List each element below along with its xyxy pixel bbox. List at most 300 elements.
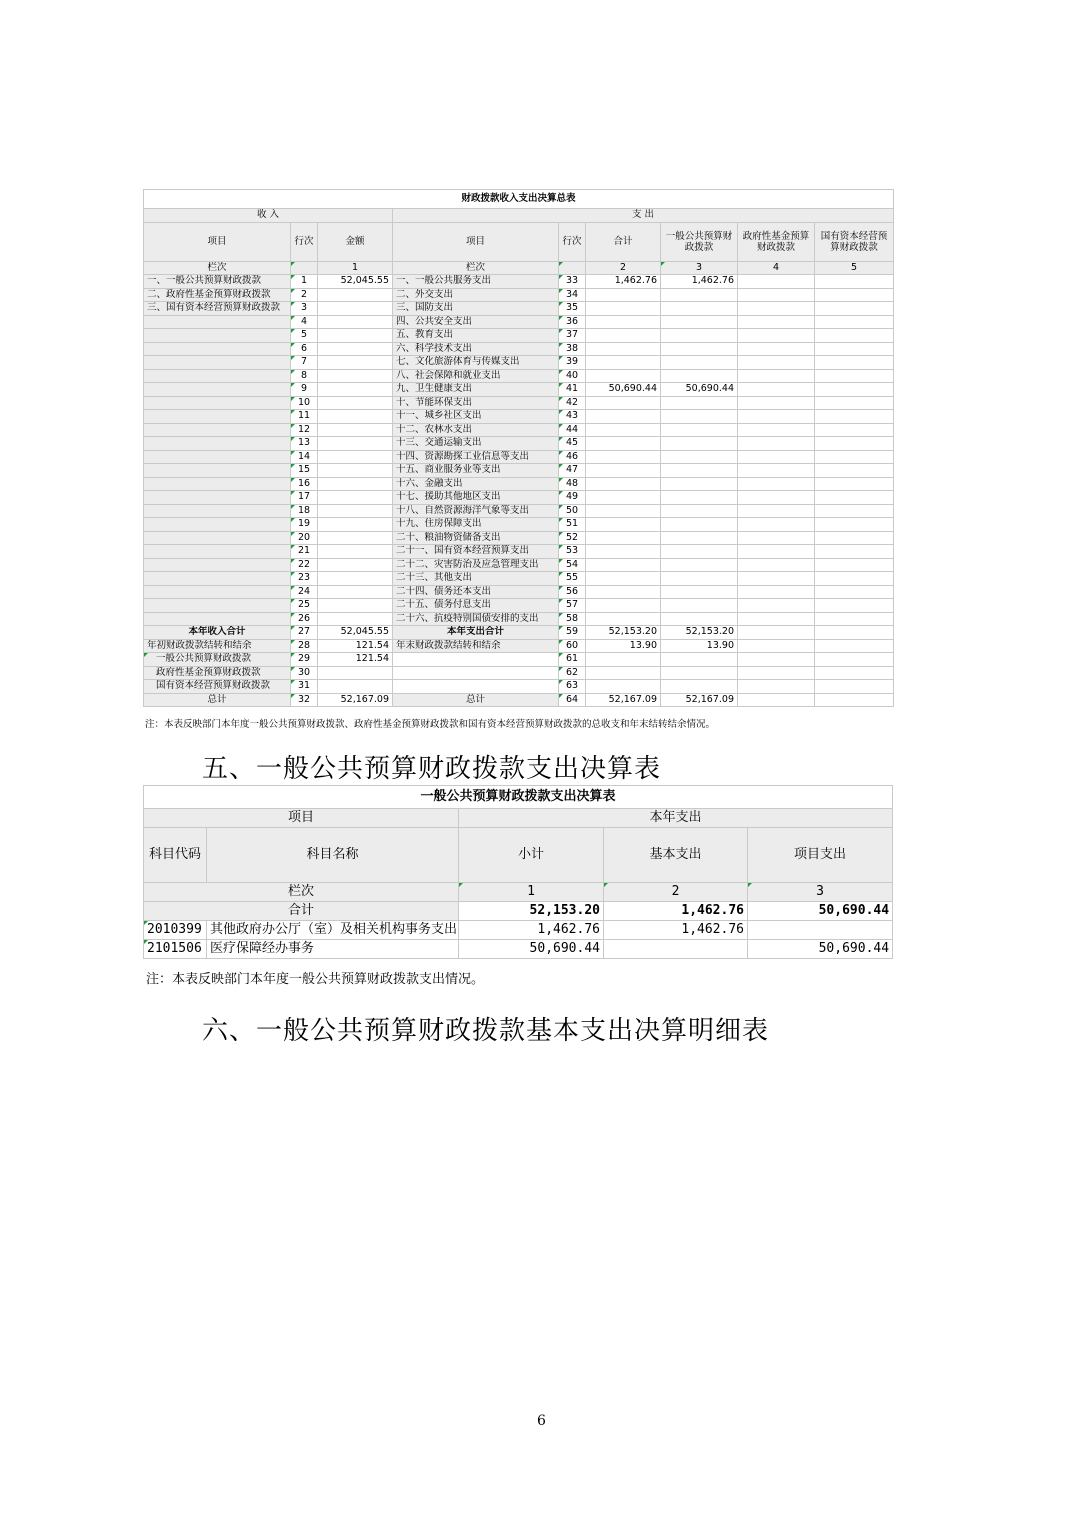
expense-general: 50,690.44 (661, 383, 738, 397)
expense-state (815, 383, 894, 397)
expense-total (586, 599, 661, 613)
expense-state (815, 437, 894, 451)
row-no: 36 (559, 315, 586, 329)
table-row (144, 491, 894, 505)
expense-general (661, 491, 738, 505)
expense-general (661, 599, 738, 613)
income-item (144, 396, 291, 410)
row-no: 54 (559, 558, 586, 572)
income-amount (318, 383, 393, 397)
income-item (144, 450, 291, 464)
table-row (144, 531, 894, 545)
row-no: 15 (291, 464, 318, 478)
row-no: 13 (291, 437, 318, 451)
col-basic: 基本支出 (604, 828, 748, 883)
col-index: 4 (738, 261, 815, 275)
income-item (144, 423, 291, 437)
col-index: 1 (459, 883, 604, 902)
expense-state (815, 450, 894, 464)
table-row (144, 342, 894, 356)
expense-total (586, 396, 661, 410)
income-item (144, 572, 291, 586)
row-no: 38 (559, 342, 586, 356)
expense-item: 二十五、债务付息支出 (393, 599, 559, 613)
expense-item: 十九、住房保障支出 (393, 518, 559, 532)
col-project-expense: 项目支出 (748, 828, 893, 883)
expense-fund (738, 342, 815, 356)
income-amount (318, 585, 393, 599)
expense-state (815, 518, 894, 532)
row-no: 62 (559, 666, 586, 680)
expense-state (815, 369, 894, 383)
row-no: 44 (559, 423, 586, 437)
income-item (144, 491, 291, 505)
col-amount: 金额 (318, 222, 393, 261)
income-amount: 52,045.55 (318, 275, 393, 289)
expense-state (815, 410, 894, 424)
carry-out-label: 年末财政拨款结转和结余 (393, 639, 559, 653)
income-item (144, 383, 291, 397)
expense-general (661, 572, 738, 586)
col-index: 3 (661, 261, 738, 275)
expense-total (586, 342, 661, 356)
expense-fund (738, 477, 815, 491)
col-index: 3 (748, 883, 893, 902)
income-amount (318, 423, 393, 437)
project-expense: 50,690.44 (748, 940, 893, 959)
expense-fund (738, 504, 815, 518)
income-item: 三、国有资本经营预算财政拨款 (144, 302, 291, 316)
subject-code: 2010399 (144, 921, 207, 940)
table-row (144, 450, 894, 464)
lanci-label: 栏次 (144, 261, 291, 275)
col-index: 2 (586, 261, 661, 275)
expense-item: 十一、城乡社区支出 (393, 410, 559, 424)
expense-item: 十、节能环保支出 (393, 396, 559, 410)
expense-item: 二十三、其他支出 (393, 572, 559, 586)
row-no: 17 (291, 491, 318, 505)
expense-fund (738, 518, 815, 532)
expense-total (586, 369, 661, 383)
row-no: 12 (291, 423, 318, 437)
expense-item: 三、国防支出 (393, 302, 559, 316)
expense-total (586, 437, 661, 451)
row-no: 52 (559, 531, 586, 545)
table1-note: 注：本表反映部门本年度一般公共预算财政拨款、政府性基金预算财政拨款和国有资本经营预算财政拨款的总收支和年末结转结余情况。 (145, 719, 716, 730)
expense-total (586, 558, 661, 572)
sum-expense-general: 52,153.20 (661, 626, 738, 640)
income-item: 二、政府性基金预算财政拨款 (144, 288, 291, 302)
basic-expense (604, 940, 748, 959)
income-amount (318, 302, 393, 316)
col-fund-budget: 政府性基金预算财政拨款 (738, 222, 815, 261)
expense-total (586, 545, 661, 559)
row-no: 56 (559, 585, 586, 599)
expense-total (586, 612, 661, 626)
income-item (144, 585, 291, 599)
row-no: 7 (291, 356, 318, 370)
expense-fund (738, 558, 815, 572)
income-item (144, 329, 291, 343)
row-no: 57 (559, 599, 586, 613)
row-no: 49 (559, 491, 586, 505)
sub-fund-label: 政府性基金预算财政拨款 (144, 666, 291, 680)
expense-general (661, 545, 738, 559)
expense-state (815, 504, 894, 518)
expense-item: 二十、粮油物资储备支出 (393, 531, 559, 545)
table-row (144, 599, 894, 613)
expense-fund (738, 410, 815, 424)
expense-state (815, 585, 894, 599)
table-row (144, 572, 894, 586)
row-no: 53 (559, 545, 586, 559)
row-no: 61 (559, 653, 586, 667)
expense-state (815, 477, 894, 491)
expense-general (661, 531, 738, 545)
carry-in-amount: 121.54 (318, 639, 393, 653)
expense-item: 十六、金融支出 (393, 477, 559, 491)
col-project: 项目 (144, 809, 459, 828)
expense-fund (738, 545, 815, 559)
section-heading-5: 五、一般公共预算财政拨款支出决算表 (202, 754, 662, 784)
expense-total (586, 477, 661, 491)
table-title: 财政拨款收入支出决算总表 (144, 190, 894, 209)
expense-state (815, 423, 894, 437)
income-amount (318, 477, 393, 491)
basic-expense: 1,462.76 (604, 921, 748, 940)
carry-out-general: 13.90 (661, 639, 738, 653)
subject-name: 其他政府办公厅（室）及相关机构事务支出 (207, 921, 459, 940)
expense-total (586, 410, 661, 424)
col-name: 科目名称 (207, 828, 459, 883)
income-amount (318, 518, 393, 532)
table2-note: 注：本表反映部门本年度一般公共预算财政拨款支出情况。 (146, 972, 485, 987)
subject-code: 2101506 (144, 940, 207, 959)
row-no: 20 (291, 531, 318, 545)
row-no: 31 (291, 680, 318, 694)
expense-fund (738, 464, 815, 478)
expense-general (661, 342, 738, 356)
expense-general (661, 477, 738, 491)
income-amount (318, 612, 393, 626)
row-no: 60 (559, 639, 586, 653)
income-item (144, 531, 291, 545)
row-no: 33 (559, 275, 586, 289)
expense-general (661, 504, 738, 518)
table-row (144, 410, 894, 424)
expense-state (815, 315, 894, 329)
expense-state (815, 275, 894, 289)
expense-total (586, 315, 661, 329)
expense-item: 十四、资源勘探工业信息等支出 (393, 450, 559, 464)
income-item (144, 464, 291, 478)
table-row (144, 302, 894, 316)
col-general-budget: 一般公共预算财政拨款 (661, 222, 738, 261)
total-basic: 1,462.76 (604, 902, 748, 921)
expense-fund (738, 491, 815, 505)
income-item (144, 356, 291, 370)
row-no: 43 (559, 410, 586, 424)
expense-total (586, 518, 661, 532)
row-no: 32 (291, 693, 318, 707)
sum-expense-total: 52,153.20 (586, 626, 661, 640)
col-index: 5 (815, 261, 894, 275)
row-no: 24 (291, 585, 318, 599)
expense-general (661, 356, 738, 370)
expense-state (815, 464, 894, 478)
expense-general (661, 369, 738, 383)
income-item (144, 410, 291, 424)
row-no: 46 (559, 450, 586, 464)
table-row (144, 921, 893, 940)
expense-item: 二十四、债务还本支出 (393, 585, 559, 599)
expense-state (815, 342, 894, 356)
sub-state-label: 国有资本经营预算财政拨款 (144, 680, 291, 694)
row-no: 40 (559, 369, 586, 383)
col-row-no-expense: 行次 (559, 222, 586, 261)
table-row (144, 383, 894, 397)
income-amount (318, 464, 393, 478)
expense-state (815, 545, 894, 559)
col-row-no: 行次 (291, 222, 318, 261)
subject-name: 医疗保障经办事务 (207, 940, 459, 959)
expense-general (661, 288, 738, 302)
section-heading-6: 六、一般公共预算财政拨款基本支出决算明细表 (202, 1016, 770, 1046)
income-item (144, 612, 291, 626)
expense-state (815, 531, 894, 545)
carry-out-total: 13.90 (586, 639, 661, 653)
table-row (144, 288, 894, 302)
expense-total (586, 450, 661, 464)
expense-item: 一、一般公共服务支出 (393, 275, 559, 289)
expense-state (815, 491, 894, 505)
expense-total (586, 572, 661, 586)
expense-general (661, 410, 738, 424)
expense-general (661, 464, 738, 478)
subtotal: 50,690.44 (459, 940, 604, 959)
expense-fund (738, 275, 815, 289)
row-no: 18 (291, 504, 318, 518)
expense-total (586, 302, 661, 316)
row-no: 39 (559, 356, 586, 370)
expense-fund (738, 288, 815, 302)
income-amount (318, 356, 393, 370)
expense-general (661, 315, 738, 329)
income-amount (318, 342, 393, 356)
income-amount (318, 315, 393, 329)
income-amount (318, 572, 393, 586)
income-item (144, 558, 291, 572)
income-amount (318, 410, 393, 424)
row-no: 19 (291, 518, 318, 532)
expense-fund (738, 437, 815, 451)
expense-fund (738, 369, 815, 383)
expense-item: 十八、自然资源海洋气象等支出 (393, 504, 559, 518)
income-amount (318, 491, 393, 505)
expense-state (815, 396, 894, 410)
row-no: 25 (291, 599, 318, 613)
row-no: 10 (291, 396, 318, 410)
row-no: 28 (291, 639, 318, 653)
table-row (144, 437, 894, 451)
table-row (144, 315, 894, 329)
lanci-label: 栏次 (393, 261, 559, 275)
col-index: 2 (604, 883, 748, 902)
sum-expense-label: 本年支出合计 (393, 626, 559, 640)
expense-fund (738, 396, 815, 410)
col-subtotal: 小计 (459, 828, 604, 883)
expense-general (661, 518, 738, 532)
table-row (144, 464, 894, 478)
income-header: 收 入 (144, 209, 393, 223)
expense-state (815, 599, 894, 613)
expense-general (661, 423, 738, 437)
income-item (144, 518, 291, 532)
col-code: 科目代码 (144, 828, 207, 883)
income-item (144, 437, 291, 451)
row-no: 21 (291, 545, 318, 559)
income-amount (318, 558, 393, 572)
row-no: 23 (291, 572, 318, 586)
expense-item: 二十六、抗疫特别国债安排的支出 (393, 612, 559, 626)
expense-state (815, 302, 894, 316)
project-expense (748, 921, 893, 940)
expense-item: 二十一、国有资本经营预算支出 (393, 545, 559, 559)
expense-fund (738, 423, 815, 437)
expense-fund (738, 315, 815, 329)
sum-income-amount: 52,045.55 (318, 626, 393, 640)
row-no: 22 (291, 558, 318, 572)
expense-fund (738, 599, 815, 613)
fiscal-summary-table (143, 189, 894, 707)
total-project: 50,690.44 (748, 902, 893, 921)
grand-total-general: 52,167.09 (661, 693, 738, 707)
expense-item: 十七、援助其他地区支出 (393, 491, 559, 505)
expense-fund (738, 356, 815, 370)
row-no: 41 (559, 383, 586, 397)
table-row (144, 396, 894, 410)
table-row (144, 275, 894, 289)
table-row (144, 423, 894, 437)
col-state-capital: 国有资本经营预算财政拨款 (815, 222, 894, 261)
general-budget-expense-table (143, 785, 893, 959)
row-no: 6 (291, 342, 318, 356)
row-no: 64 (559, 693, 586, 707)
income-amount (318, 599, 393, 613)
expense-fund (738, 585, 815, 599)
row-no: 2 (291, 288, 318, 302)
grand-total-expense: 52,167.09 (586, 693, 661, 707)
row-no: 42 (559, 396, 586, 410)
expense-state (815, 558, 894, 572)
expense-header: 支 出 (393, 209, 894, 223)
expense-general (661, 612, 738, 626)
row-no: 9 (291, 383, 318, 397)
row-no: 63 (559, 680, 586, 694)
table-row (144, 585, 894, 599)
table-row (144, 518, 894, 532)
expense-fund (738, 450, 815, 464)
col-index: 1 (318, 261, 393, 275)
row-no: 35 (559, 302, 586, 316)
expense-state (815, 572, 894, 586)
income-amount (318, 369, 393, 383)
income-amount (318, 396, 393, 410)
expense-fund (738, 612, 815, 626)
grand-total-label: 总计 (144, 693, 291, 707)
income-item (144, 545, 291, 559)
row-no: 45 (559, 437, 586, 451)
expense-item: 四、公共安全支出 (393, 315, 559, 329)
col-item: 项目 (144, 222, 291, 261)
expense-item: 十二、农林水支出 (393, 423, 559, 437)
expense-general: 1,462.76 (661, 275, 738, 289)
expense-state (815, 612, 894, 626)
total-label: 合计 (144, 902, 459, 921)
row-no: 48 (559, 477, 586, 491)
expense-total (586, 356, 661, 370)
row-no: 30 (291, 666, 318, 680)
row-no: 3 (291, 302, 318, 316)
row-no: 16 (291, 477, 318, 491)
income-item (144, 477, 291, 491)
table-row (144, 356, 894, 370)
expense-item: 六、科学技术支出 (393, 342, 559, 356)
income-item (144, 342, 291, 356)
subtotal: 1,462.76 (459, 921, 604, 940)
income-item (144, 369, 291, 383)
expense-total (586, 464, 661, 478)
expense-item: 十三、交通运输支出 (393, 437, 559, 451)
expense-total (586, 288, 661, 302)
row-no: 37 (559, 329, 586, 343)
table-row (144, 504, 894, 518)
income-amount (318, 437, 393, 451)
income-amount (318, 450, 393, 464)
expense-total (586, 491, 661, 505)
grand-total-label-expense: 总计 (393, 693, 559, 707)
table-row (144, 612, 894, 626)
row-no: 26 (291, 612, 318, 626)
row-no: 29 (291, 653, 318, 667)
row-no: 11 (291, 410, 318, 424)
row-no: 51 (559, 518, 586, 532)
expense-total (586, 504, 661, 518)
expense-total: 50,690.44 (586, 383, 661, 397)
income-item (144, 599, 291, 613)
income-amount (318, 531, 393, 545)
expense-state (815, 356, 894, 370)
income-amount (318, 288, 393, 302)
lanci-label: 栏次 (144, 883, 459, 902)
expense-fund (738, 329, 815, 343)
col-year-expense: 本年支出 (459, 809, 893, 828)
table-title: 一般公共预算财政拨款支出决算表 (144, 786, 893, 809)
expense-item: 五、教育支出 (393, 329, 559, 343)
row-no: 1 (291, 275, 318, 289)
table-row (144, 477, 894, 491)
row-no: 27 (291, 626, 318, 640)
income-amount (318, 545, 393, 559)
row-no: 14 (291, 450, 318, 464)
expense-state (815, 288, 894, 302)
expense-item: 九、卫生健康支出 (393, 383, 559, 397)
table-row (144, 369, 894, 383)
row-no: 58 (559, 612, 586, 626)
income-item (144, 315, 291, 329)
carry-in-label: 年初财政拨款结转和结余 (144, 639, 291, 653)
income-amount (318, 504, 393, 518)
